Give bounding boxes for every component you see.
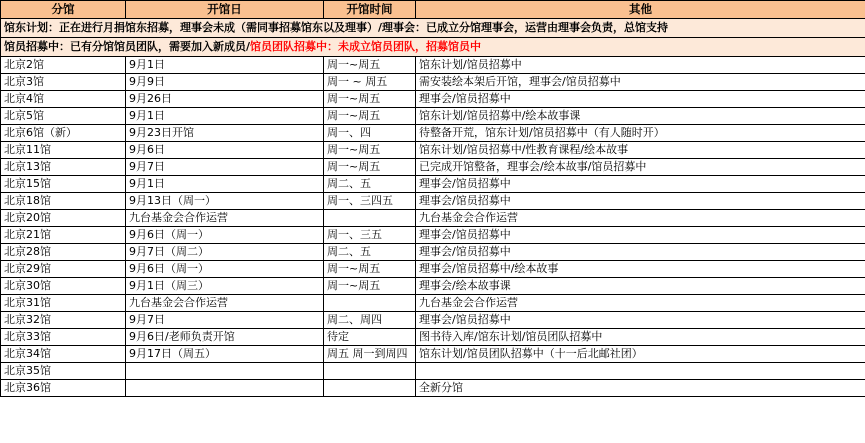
cell-open-date[interactable] [126, 363, 324, 380]
cell-branch[interactable]: 北京5馆 [1, 108, 126, 125]
cell-open-date[interactable]: 9月23日开馆 [126, 125, 324, 142]
cell-other[interactable]: 馆东计划/馆员团队招募中（十一后北邮社团） [416, 346, 865, 363]
cell-hours[interactable]: 周一~周五 [324, 159, 416, 176]
legend-team-recruit-text: 馆员团队招募中：未成立馆员团队，招募馆员中 [250, 40, 482, 53]
cell-branch[interactable]: 北京3馆 [1, 74, 126, 91]
cell-hours[interactable]: 周一~周五 [324, 142, 416, 159]
cell-hours[interactable] [324, 210, 416, 227]
cell-other[interactable]: 九台基金会合作运营 [416, 295, 865, 312]
col-header-open-date[interactable]: 开馆日 [126, 1, 324, 19]
cell-other[interactable]: 九台基金会合作运营 [416, 210, 865, 227]
cell-other[interactable]: 待整备开荒，馆东计划/馆员招募中（有人随时开） [416, 125, 865, 142]
cell-hours[interactable]: 周二、五 [324, 244, 416, 261]
cell-other[interactable]: 馆东计划/馆员招募中/性教育课程/绘本故事 [416, 142, 865, 159]
cell-open-date[interactable]: 9月6日/老师负责开馆 [126, 329, 324, 346]
cell-open-date[interactable]: 9月6日（周一） [126, 261, 324, 278]
table-row [1, 312, 865, 329]
table-row [1, 57, 865, 74]
cell-other[interactable]: 需安装绘本架后开馆，理事会/馆员招募中 [416, 74, 865, 91]
cell-branch[interactable]: 北京35馆 [1, 363, 126, 380]
cell-hours[interactable]: 周二、五 [324, 176, 416, 193]
cell-other[interactable]: 理事会/馆员招募中 [416, 193, 865, 210]
cell-branch[interactable]: 北京18馆 [1, 193, 126, 210]
table-row [1, 227, 865, 244]
cell-hours[interactable]: 待定 [324, 329, 416, 346]
table-row [1, 142, 865, 159]
cell-other[interactable]: 理事会/馆员招募中 [416, 227, 865, 244]
cell-hours[interactable]: 周一 ~ 周五 [324, 74, 416, 91]
cell-hours[interactable]: 周一~周五 [324, 278, 416, 295]
legend-plan-cell[interactable]: 馆东计划：正在进行月捐馆东招募，理事会未成（需同事招募馆东以及理事）/理事会：已成立分馆理事会，运营由理事会负责，总馆支持 [1, 19, 865, 38]
cell-other[interactable]: 理事会/馆员招募中 [416, 176, 865, 193]
cell-branch[interactable]: 北京28馆 [1, 244, 126, 261]
cell-branch[interactable]: 北京15馆 [1, 176, 126, 193]
cell-open-date[interactable]: 9月7日 [126, 312, 324, 329]
table-row [1, 278, 865, 295]
table-row [1, 210, 865, 227]
cell-branch[interactable]: 北京6馆（新） [1, 125, 126, 142]
cell-other[interactable]: 馆东计划/馆员招募中/绘本故事课 [416, 108, 865, 125]
col-header-hours[interactable]: 开馆时间 [324, 1, 416, 19]
cell-branch[interactable]: 北京30馆 [1, 278, 126, 295]
table-row [1, 176, 865, 193]
cell-hours[interactable]: 周一~周五 [324, 91, 416, 108]
cell-hours[interactable]: 周一、四 [324, 125, 416, 142]
cell-hours[interactable]: 周二、周四 [324, 312, 416, 329]
cell-hours[interactable]: 周一~周五 [324, 261, 416, 278]
cell-open-date[interactable]: 9月6日（周一） [126, 227, 324, 244]
cell-hours[interactable]: 周一、三五 [324, 227, 416, 244]
table-row [1, 380, 865, 397]
table-row [1, 244, 865, 261]
legend-row-recruit [1, 38, 865, 57]
cell-other[interactable]: 全新分馆 [416, 380, 865, 397]
cell-open-date[interactable]: 九台基金会合作运营 [126, 295, 324, 312]
cell-other[interactable]: 理事会/馆员招募中 [416, 91, 865, 108]
cell-hours[interactable] [324, 363, 416, 380]
cell-branch[interactable]: 北京21馆 [1, 227, 126, 244]
cell-branch[interactable]: 北京11馆 [1, 142, 126, 159]
cell-other[interactable]: 理事会/绘本故事课 [416, 278, 865, 295]
table-row [1, 363, 865, 380]
cell-hours[interactable]: 周五 周一到周四 [324, 346, 416, 363]
table-row [1, 91, 865, 108]
cell-other[interactable]: 理事会/馆员招募中 [416, 312, 865, 329]
cell-other[interactable]: 理事会/馆员招募中/绘本故事 [416, 261, 865, 278]
header-row [1, 1, 865, 19]
cell-other[interactable]: 馆东计划/馆员招募中 [416, 57, 865, 74]
legend-recruit-text: 馆员招募中：已有分馆馆员团队，需要加入新成员/ [4, 40, 251, 53]
cell-open-date[interactable]: 9月13日（周一） [126, 193, 324, 210]
table-row [1, 74, 865, 91]
table-row [1, 193, 865, 210]
cell-branch[interactable]: 北京34馆 [1, 346, 126, 363]
cell-open-date[interactable]: 9月1日（周三） [126, 278, 324, 295]
table-row [1, 125, 865, 142]
cell-hours[interactable]: 周一~周五 [324, 108, 416, 125]
cell-open-date[interactable]: 9月6日 [126, 142, 324, 159]
cell-open-date[interactable]: 9月7日（周二） [126, 244, 324, 261]
legend-recruit-cell[interactable] [1, 38, 865, 57]
cell-open-date[interactable]: 9月7日 [126, 159, 324, 176]
cell-branch[interactable]: 北京29馆 [1, 261, 126, 278]
cell-open-date[interactable]: 9月1日 [126, 108, 324, 125]
cell-hours[interactable] [324, 380, 416, 397]
cell-branch[interactable]: 北京31馆 [1, 295, 126, 312]
cell-open-date[interactable]: 9月1日 [126, 57, 324, 74]
cell-branch[interactable]: 北京33馆 [1, 329, 126, 346]
cell-branch[interactable]: 北京4馆 [1, 91, 126, 108]
table-row [1, 159, 865, 176]
cell-open-date[interactable]: 九台基金会合作运营 [126, 210, 324, 227]
cell-open-date[interactable]: 9月17日（周五） [126, 346, 324, 363]
cell-hours[interactable]: 周一~周五 [324, 57, 416, 74]
cell-other[interactable]: 图书待入库/馆东计划/馆员团队招募中 [416, 329, 865, 346]
cell-other[interactable] [416, 363, 865, 380]
table-row [1, 108, 865, 125]
cell-hours[interactable] [324, 295, 416, 312]
col-header-branch[interactable]: 分馆 [1, 1, 126, 19]
col-header-other[interactable]: 其他 [416, 1, 865, 19]
cell-other[interactable]: 理事会/馆员招募中 [416, 244, 865, 261]
cell-open-date[interactable]: 9月9日 [126, 74, 324, 91]
cell-open-date[interactable] [126, 380, 324, 397]
table-row [1, 261, 865, 278]
cell-other[interactable]: 已完成开馆整备，理事会/绘本故事/馆员招募中 [416, 159, 865, 176]
cell-open-date[interactable]: 9月1日 [126, 176, 324, 193]
legend-row-plan [1, 19, 865, 38]
cell-hours[interactable]: 周一、三四五 [324, 193, 416, 210]
cell-open-date[interactable]: 9月26日 [126, 91, 324, 108]
cell-branch[interactable]: 北京36馆 [1, 380, 126, 397]
cell-branch[interactable]: 北京20馆 [1, 210, 126, 227]
table-row [1, 329, 865, 346]
cell-branch[interactable]: 北京2馆 [1, 57, 126, 74]
table-row [1, 346, 865, 363]
table-row [1, 295, 865, 312]
cell-branch[interactable]: 北京13馆 [1, 159, 126, 176]
cell-branch[interactable]: 北京32馆 [1, 312, 126, 329]
